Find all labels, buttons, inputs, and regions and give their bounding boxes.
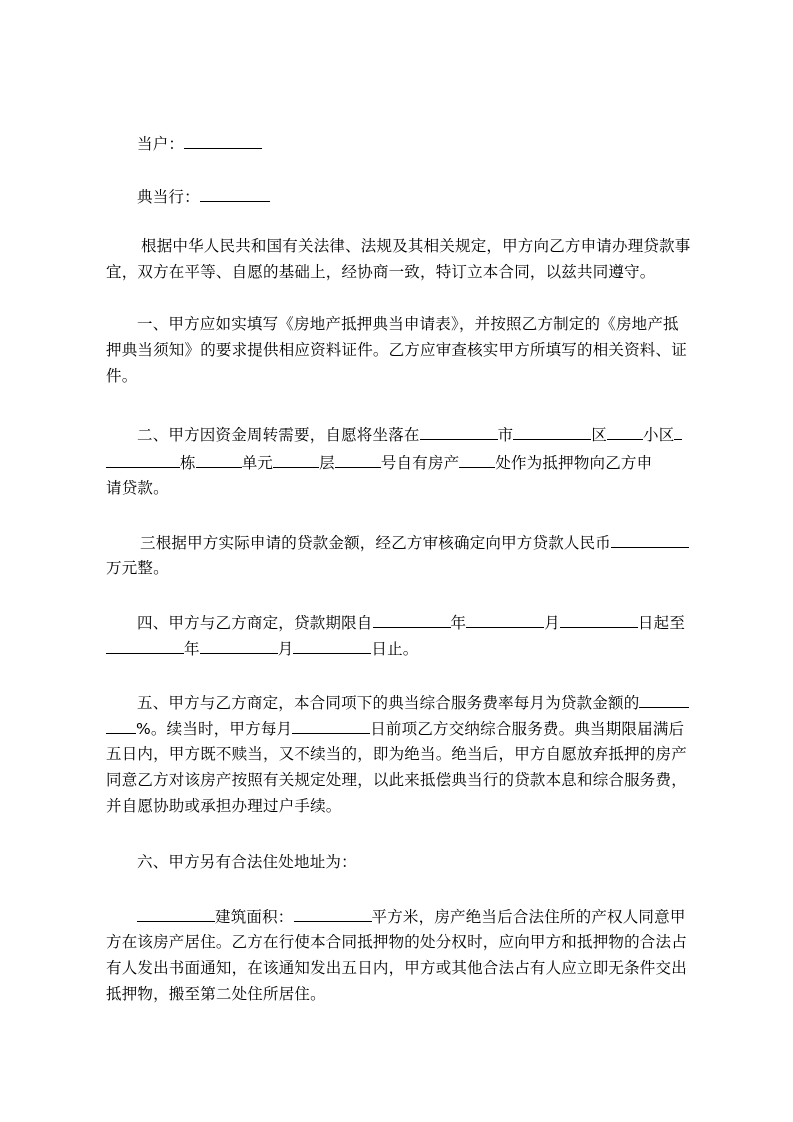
clause-2-text-g: 层	[319, 454, 335, 472]
pawnshop-line	[137, 186, 270, 207]
fee-day-blank[interactable]	[292, 718, 370, 734]
clause-2-text-d: 小区	[643, 426, 675, 444]
pawner-label: 当户：	[137, 135, 185, 153]
clause-2-text-i: 处作为抵押物向乙方申	[495, 454, 653, 472]
clause-2-text-e: 栋	[180, 454, 196, 472]
clause-6-line-1: 六、甲方另有合法住处地址为：	[137, 853, 357, 871]
clause-1-line-2: 押典当须知》的要求提供相应资料证件。乙方应审查核实甲方所填写的相关资料、证	[106, 341, 687, 359]
end-year-blank[interactable]	[106, 638, 184, 654]
clause-1-line-1: 一、甲方应如实填写《房地产抵押典当申请表》，并按照乙方制定的《房地产抵	[137, 315, 679, 333]
fee-rate-tail-blank[interactable]	[106, 718, 136, 734]
pawner-line	[137, 133, 262, 154]
clause-5-line-4: 同意乙方对该房产按照有关规定处理，以此来抵偿典当行的贷款本息和综合服务费，	[106, 771, 687, 789]
unit-blank[interactable]	[196, 452, 242, 468]
clause-2-line-3: 请贷款。	[106, 479, 169, 497]
address-blank[interactable]	[137, 906, 215, 922]
clause-4-text-g: 日止。	[371, 640, 419, 658]
clause-4-line-1	[137, 612, 685, 633]
floor-blank[interactable]	[273, 452, 319, 468]
clause-4-text-e: 年	[184, 640, 200, 658]
start-year-blank[interactable]	[373, 612, 451, 628]
clause-3-line-1	[140, 532, 689, 553]
clause-4-text-a: 四、甲方与乙方商定，贷款期限自	[137, 614, 373, 632]
clause-7-line-4: 抵押物，搬至第二处住所居住。	[106, 985, 326, 1003]
intro-line-2: 宜，双方在平等、自愿的基础上，经协商一致，特订立本合同，以兹共同遵守。	[106, 263, 656, 281]
start-day-blank[interactable]	[560, 612, 638, 628]
clause-4-text-b: 年	[450, 614, 467, 632]
clause-5-text-b: %。续当时，甲方每月	[136, 720, 293, 738]
fee-rate-blank[interactable]	[639, 692, 689, 708]
clause-5-line-5: 并自愿协助或承担办理过户手续。	[106, 797, 342, 815]
clause-7-line-1	[137, 906, 686, 927]
clause-2-line-1	[137, 424, 682, 445]
district-blank[interactable]	[513, 424, 591, 440]
community-tail-blank[interactable]	[674, 424, 682, 440]
clause-4-text-f: 月	[277, 640, 294, 658]
clause-1-line-3: 件。	[106, 367, 138, 385]
clause-7-line-3: 有人发出书面通知，在该通知发出五日内，甲方或其他合法占有人应立即无条件交出	[106, 959, 687, 977]
clause-4-text-c: 月	[544, 614, 560, 632]
clause-5-line-1	[137, 692, 689, 713]
area-blank[interactable]	[294, 906, 372, 922]
clause-3-text-a: 三根据甲方实际申请的贷款金额，经乙方审核确定向甲方贷款人民币	[140, 534, 612, 552]
clause-7-text-a: 建筑面积：	[215, 908, 294, 926]
clause-3-line-2: 万元整。	[106, 559, 169, 577]
city-blank[interactable]	[420, 424, 498, 440]
clause-7-line-2: 方在该房产居住。乙方在行使本合同抵押物的处分权时，应向甲方和抵押物的合法占	[106, 933, 687, 951]
clause-4-text-d: 日起至	[637, 614, 686, 632]
clause-5-line-2	[106, 718, 684, 739]
clause-2-text-c: 区	[591, 426, 608, 444]
clause-2-line-2	[106, 452, 652, 473]
clause-5-text-a: 五、甲方与乙方商定，本合同项下的典当综合服务费率每月为贷款金额的	[137, 694, 640, 712]
clause-2-text-h: 号自有房产	[380, 454, 460, 472]
clause-7-text-b: 平方米，房产绝当后合法住所的产权人同意甲	[371, 908, 686, 926]
end-day-blank[interactable]	[293, 638, 371, 654]
clause-5-line-3: 五日内，甲方既不赎当，又不续当的，即为绝当。绝当后，甲方自愿放弃抵押的房产	[106, 745, 687, 763]
clause-5-text-c: 日前项乙方交纳综合服务费。典当期限届满后	[370, 720, 685, 738]
pawnshop-blank[interactable]	[200, 186, 270, 202]
clause-4-line-2	[106, 638, 419, 659]
pawnshop-label: 典当行：	[137, 188, 200, 206]
intro-line-1: 根据中华人民共和国有关法律、法规及其相关规定，甲方向乙方申请办理贷款事	[141, 237, 691, 255]
clause-2-text-a: 二、甲方因资金周转需要，自愿将坐落在	[137, 426, 420, 444]
pawner-blank[interactable]	[184, 133, 262, 149]
end-month-blank[interactable]	[200, 638, 278, 654]
start-month-blank[interactable]	[466, 612, 544, 628]
room-blank[interactable]	[335, 452, 381, 468]
property-blank[interactable]	[459, 452, 495, 468]
building-blank[interactable]	[106, 452, 180, 468]
loan-amount-blank[interactable]	[611, 532, 689, 548]
clause-2-text-b: 市	[497, 426, 514, 444]
community-blank[interactable]	[607, 424, 643, 440]
clause-2-text-f: 单元	[241, 454, 274, 472]
